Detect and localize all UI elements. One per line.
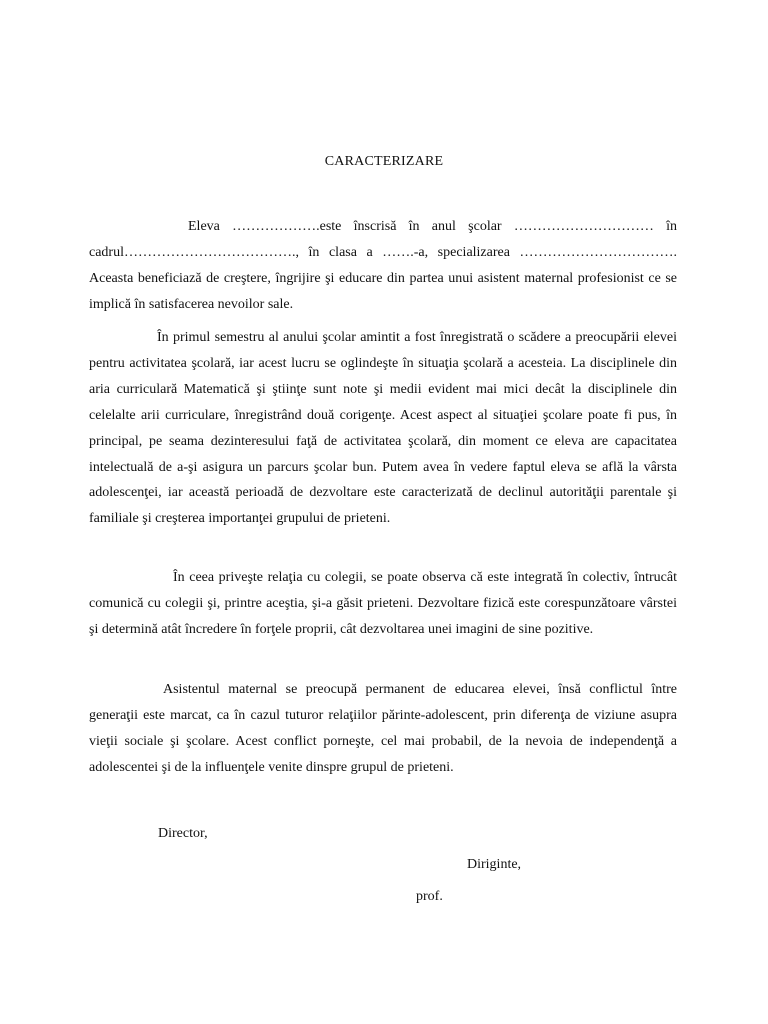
signature-director: Director, xyxy=(158,826,208,841)
paragraph-school-situation: În primul semestru al anului şcolar amintit a fost înregistrată o scădere a preocupării elevei pentru activitatea şcolară, iar acest lucru se oglindeşte în situaţia şcolară a acesteia. La disciplinele din aria curriculară Matematică şi ştiinţe sunt note şi medii evident mai mici decât la disciplinele din celelalte arii curriculare, înregistrând două corigenţe. Acest aspect al situaţiei şcolare poate fi pus, în principal, pe seama dezinteresului faţă de activitatea şcolară, din moment ce eleva are capacitatea intelectuală de a-şi asigura un parcurs şcolar bun. Putem avea în vedere faptul eleva se află la vârsta adolescenţei, iar această perioadă de dezvoltare este caracterizată de declinul autorităţii parentale şi familiale şi creşterea importanţei grupului de prieteni. xyxy=(89,330,677,527)
paragraph-relations: În ceea priveşte relaţia cu colegii, se poate observa că este integrată în colectiv, întrucât comunică cu colegii şi, printre aceştia, şi-a găsit prieteni. Dezvoltare fizică este corespunzătoare vârstei şi determină atât încredere în forţele proprii, cât dezvoltarea unei imagini de sine pozitive. xyxy=(89,570,677,637)
document-title: CARACTERIZARE xyxy=(324,154,444,169)
paragraph-intro: Eleva ……………….este înscrisă în anul şcolar ………………………… în cadrul………………………………., în clasa a …….-a, specializarea ……………………………. Aceasta beneficiază de creştere, îngrijire şi educare din partea unui asistent maternal profesionist ce se implică în satisfacerea nevoilor sale. xyxy=(89,219,677,312)
paragraph-maternal-assistant: Asistentul maternal se preocupă permanent de educarea elevei, însă conflictul între generaţii este marcat, ca în cazul tuturor relaţiilor părinte-adolescent, prin diferenţa de viziune asupra vieţii sociale şi şcolare. Acest conflict porneşte, cel mai probabil, de la nevoia de independenţă a adolescentei şi de la influenţele venite dinspre grupul de prieteni. xyxy=(89,682,677,775)
signature-diriginte: Diriginte, xyxy=(467,857,522,872)
signature-prof: prof. xyxy=(416,889,443,904)
